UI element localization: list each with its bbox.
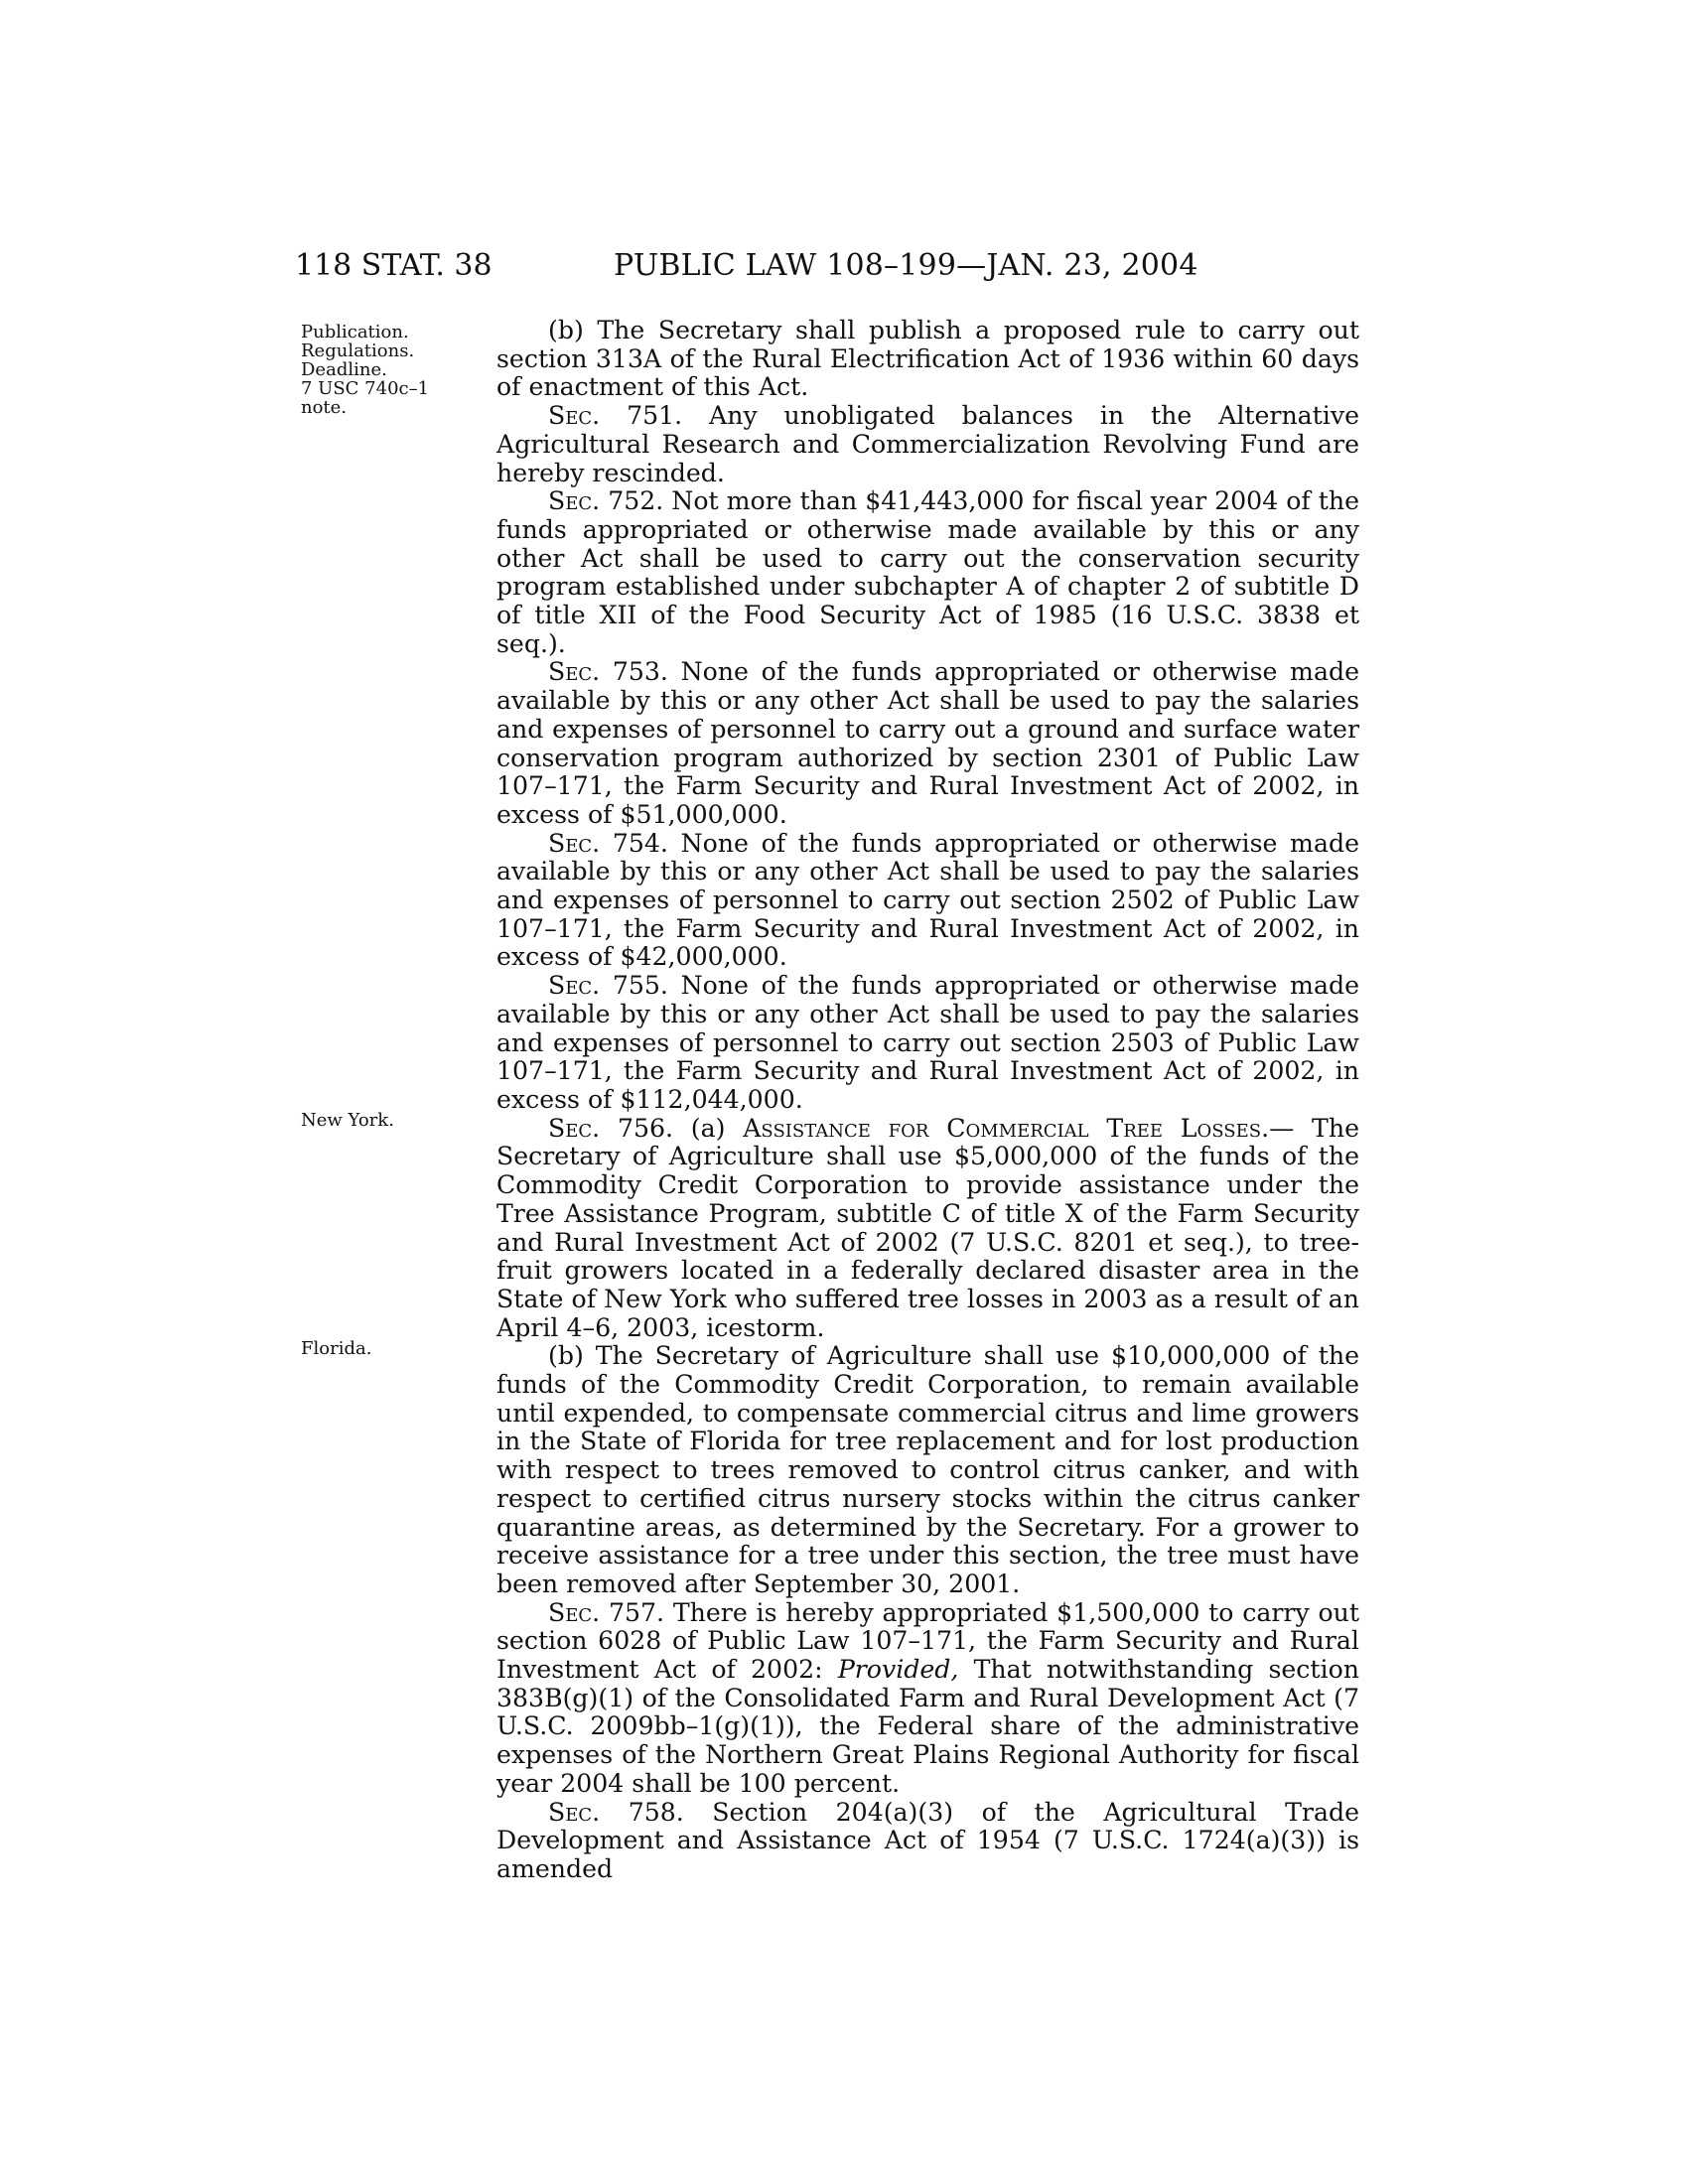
section-text: 754. None of the funds appropriated or otherwise made available by this or any other Act shall be used to pay the salaries and expenses of personnel to carry out section 2502 of Public Law 107–171, the Farm Security and Rural Investment Act of 2002, in excess of $42,000,000. (496, 828, 1359, 972)
margin-note-publication (301, 323, 460, 417)
page-header (0, 246, 1688, 286)
paragraph-b-rule: (b) The Secretary shall publish a proposed rule to carry out section 313A of the Rural Electrification Act of 1936 within 60 days of enactment of this Act. (496, 316, 1359, 402)
margin-note-line: 7 USC 740c–1 (301, 378, 430, 399)
section-758 (496, 1799, 1359, 1884)
running-head: PUBLIC LAW 108–199—JAN. 23, 2004 (614, 248, 1198, 283)
section-text: 758. Section 204(a)(3) of the Agricultural Trade Development and Assistance Act of 1954 (7 U.S.C. 1724(a)(3)) is amended (496, 1797, 1359, 1883)
margin-note-new-york: New York. (301, 1110, 394, 1131)
section-757 (496, 1599, 1359, 1799)
section-text: 755. None of the funds appropriated or otherwise made available by this or any other Act shall be used to pay the salaries and expenses of personnel to carry out section 2503 of Public Law 107–171, the Farm Security and Rural Investment Act of 2002, in excess of $112,044,000. (496, 971, 1359, 1114)
section-753 (496, 658, 1359, 829)
section-text: 752. Not more than $41,443,000 for fiscal year 2004 of the funds appropriated or otherwise made available by this or any other Act shall be used to carry out the conservation security program established under subchapter A of chapter 2 of subtitle D of title XII of the Food Security Act of 1985 (16 U.S.C. 3838 et seq.). (496, 486, 1359, 658)
provided-proviso: Provided, (837, 1655, 959, 1685)
section-lead: 756. (a) (600, 1113, 744, 1143)
section-text-continued: That notwithstanding section 383B(g)(1) of the Consolidated Farm and Rural Development Act (7 U.S.C. 2009bb–1(g)(1)), the Federal share of the administrative expenses of the Northern Great Plains Regional Authority for fiscal year 2004 shall be 100 percent. (496, 1655, 1359, 1798)
section-751 (496, 402, 1359, 487)
sec-label: Sec. (548, 828, 601, 858)
section-756-b: (b) The Secretary of Agriculture shall use $10,000,000 of the funds of the Commodity Credit Corporation, to remain available until expended, to compensate commercial citrus and lime growers in the State of Florida for tree replacement and for lost production with respect to trees removed to control citrus canker, and with respect to certified citrus nursery stocks within the citrus canker quarantine areas, as determined by the Secretary. For a grower to receive assistance for a tree under this section, the tree must have been removed after September 30, 2001. (496, 1341, 1359, 1598)
sec-label: Sec. (548, 657, 601, 687)
margin-note-line: note. (301, 397, 348, 418)
section-755 (496, 972, 1359, 1115)
margin-note-line: Regulations. (301, 341, 415, 361)
section-text: 757. There is hereby appropriated $1,500,000 to carry out section 6028 of Public Law 107–171, the Farm Security and Rural Investment Act of 2002: (496, 1597, 1359, 1685)
sec-label: Sec. (548, 401, 601, 431)
section-756 (496, 1115, 1359, 1343)
sec-label: Sec. (548, 1113, 601, 1143)
sec-label: Sec. (548, 1597, 601, 1627)
sec-label: Sec. (548, 1797, 601, 1827)
section-heading: Assistance for Commercial Tree Losses. (743, 1113, 1270, 1143)
section-text: 753. None of the funds appropriated or otherwise made available by this or any other Act shall be used to pay the salaries and expenses of personnel to carry out a ground and surface water conservation program authorized by section 2301 of Public Law 107–171, the Farm Security and Rural Investment Act of 2002, in excess of $51,000,000. (496, 657, 1359, 829)
section-754 (496, 830, 1359, 973)
section-752 (496, 487, 1359, 658)
margin-note-line: Deadline. (301, 359, 387, 380)
sec-label: Sec. (548, 486, 601, 516)
main-text (496, 317, 1359, 1884)
section-text: 751. Any unobligated balances in the Alternative Agricultural Research and Commercialization Revolving Fund are hereby rescinded. (496, 401, 1359, 487)
margin-note-florida: Florida. (301, 1338, 372, 1359)
sec-label: Sec. (548, 971, 601, 1001)
margin-note-line: Publication. (301, 322, 409, 342)
folio: 118 STAT. 38 (295, 248, 492, 283)
section-text: — The Secretary of Agriculture shall use $5,000,000 of the funds of the Commodity Credit Corporation to provide assistance under the Tree Assistance Program, subtitle C of title X of the Farm Security and Rural Investment Act of 2002 (7 U.S.C. 8201 et seq.), to tree-fruit growers located in a federally declared disaster area in the State of New York who suffered tree losses in 2003 as a result of an April 4–6, 2003, icestorm. (496, 1113, 1359, 1342)
